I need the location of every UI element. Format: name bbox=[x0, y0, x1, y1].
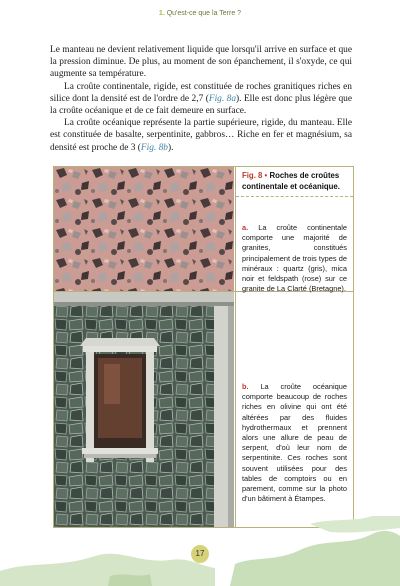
figure-8 bbox=[53, 166, 354, 528]
body-text bbox=[50, 44, 352, 154]
paragraph-3 bbox=[50, 117, 352, 154]
caption-b-label: b. bbox=[242, 382, 249, 391]
figure-separator: • bbox=[264, 171, 268, 180]
figure-title bbox=[242, 171, 347, 192]
serpentinite-building-image bbox=[54, 292, 234, 527]
caption-b bbox=[242, 382, 347, 504]
caption-a bbox=[242, 223, 347, 294]
chapter-title: Qu'est-ce que la Terre ? bbox=[166, 10, 242, 17]
figure-row-a bbox=[54, 167, 353, 292]
serpentinite-photo bbox=[54, 292, 234, 527]
granite-image bbox=[54, 167, 234, 291]
caption-a-label: a. bbox=[242, 223, 249, 232]
running-header bbox=[0, 10, 400, 17]
figure-caption-a-column bbox=[235, 167, 353, 294]
granite-photo bbox=[54, 167, 234, 291]
figure-row-b bbox=[54, 292, 353, 527]
caption-a-text: La croûte continentale comporte une majorité de granites, constitués principalement de trois types de minéraux : quartz (gris), mica noir et feldspath (rose) sur ce granite de La Clarté (Bretagne). bbox=[242, 223, 347, 294]
paragraph-3-text: La croûte océanique représente la partie supérieure, rigide, du manteau. Elle est constituée de basalte, serpentinite, gabbros… Riche en fer et magnésium, sa densité est proche de 3 ( bbox=[50, 118, 352, 153]
paragraph-2-text: La croûte continentale, rigide, est constituée de roches granitiques riches en silice dont la densité est de l'ordre de 2,7 ( bbox=[50, 81, 352, 104]
figure-caption-b-column bbox=[235, 292, 353, 527]
figure-8a-link[interactable]: Fig. 8a bbox=[208, 93, 237, 104]
figure-number: Fig. 8 bbox=[242, 171, 263, 180]
paragraph-2-text-end: ). Elle est donc plus légère que la croûte océanique et de ce fait demeure en surface. bbox=[50, 93, 352, 117]
figure-title-text: Roches de croûtes continentale et océanique. bbox=[242, 171, 340, 191]
caption-b-text: La croûte océanique comporte beaucoup de roches riches en olivine qui ont été altérées par des fluides hydrothermaux et prennent alors une allure de peau de serpent, d'où leur nom de serpentinite. Ces roches sont souvent utilisées pour des tables de comptoirs ou en parement, comme sur la photo d'un bâtiment à Étampes. bbox=[242, 382, 347, 504]
paragraph-2 bbox=[50, 81, 352, 118]
figure-8b-link[interactable]: Fig. 8b bbox=[140, 142, 168, 153]
paragraph-3-text-end: ). bbox=[167, 142, 174, 153]
paragraph-1: Le manteau ne devient relativement liquide que lorsqu'il arrive en surface et que la pression diminue. De plus, au moment de son épanchement, il s'oxyde, ce qui augmente sa température. bbox=[50, 45, 352, 80]
caption-divider bbox=[236, 196, 353, 197]
page-number: 17 bbox=[191, 545, 209, 563]
chapter-number: 1. bbox=[158, 10, 165, 17]
